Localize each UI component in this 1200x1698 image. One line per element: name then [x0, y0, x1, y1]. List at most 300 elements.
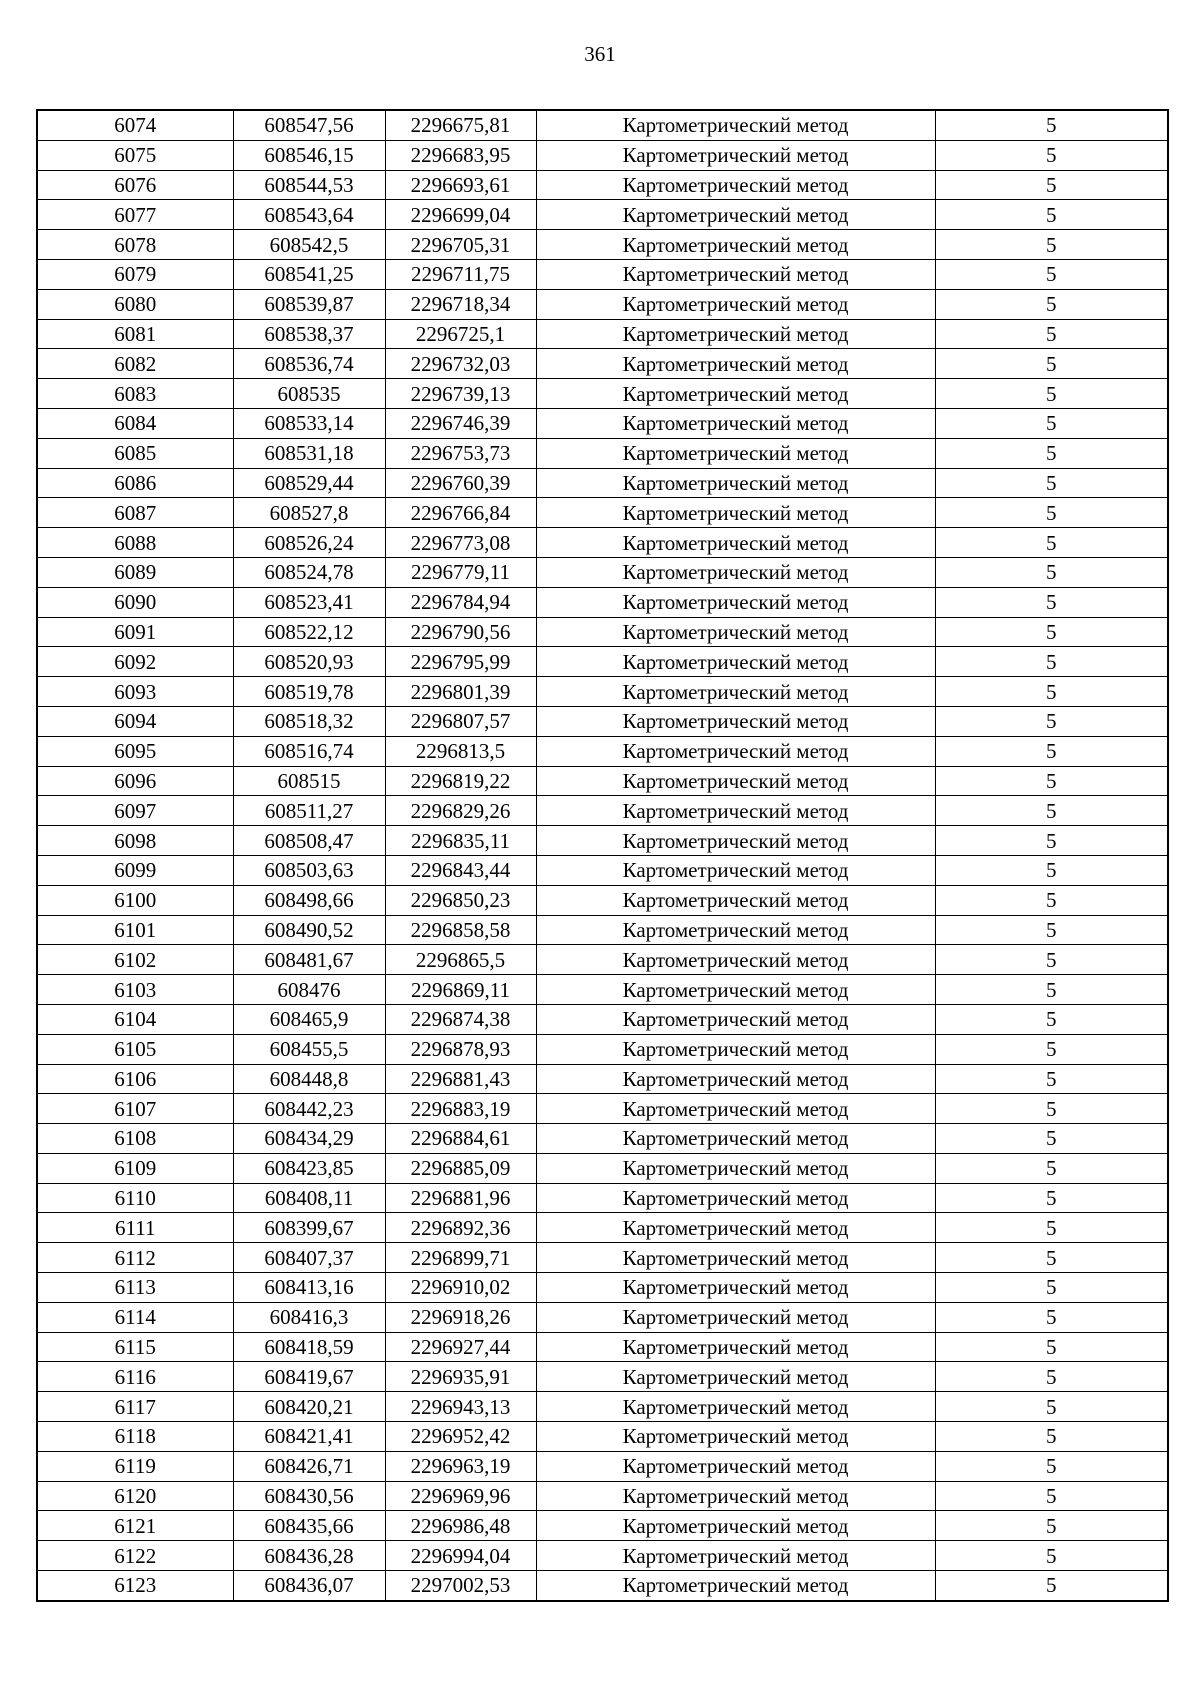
x-coordinate-cell: 608423,85 [233, 1153, 385, 1183]
y-coordinate-cell: 2296732,03 [385, 349, 536, 379]
accuracy-cell: 5 [935, 349, 1168, 379]
point-number-cell: 6123 [37, 1571, 233, 1601]
x-coordinate-cell: 608544,53 [233, 170, 385, 200]
accuracy-cell: 5 [935, 1481, 1168, 1511]
method-cell: Картометрический метод [536, 706, 935, 736]
method-cell: Картометрический метод [536, 677, 935, 707]
page-number: 361 [584, 42, 616, 66]
method-cell: Картометрический метод [536, 1273, 935, 1303]
point-number-cell: 6104 [37, 1004, 233, 1034]
table-row [37, 557, 1168, 587]
point-number-cell: 6083 [37, 379, 233, 409]
method-cell: Картометрический метод [536, 319, 935, 349]
x-coordinate-cell: 608524,78 [233, 557, 385, 587]
method-cell: Картометрический метод [536, 1362, 935, 1392]
point-number-cell: 6074 [37, 110, 233, 140]
point-number-cell: 6122 [37, 1541, 233, 1571]
point-number-cell: 6099 [37, 855, 233, 885]
accuracy-cell: 5 [935, 617, 1168, 647]
point-number-cell: 6120 [37, 1481, 233, 1511]
y-coordinate-cell: 2296918,26 [385, 1302, 536, 1332]
table-row [37, 736, 1168, 766]
table-row [37, 587, 1168, 617]
y-coordinate-cell: 2296790,56 [385, 617, 536, 647]
table-row [37, 1302, 1168, 1332]
y-coordinate-cell: 2296819,22 [385, 766, 536, 796]
table-row [37, 1422, 1168, 1452]
y-coordinate-cell: 2296773,08 [385, 528, 536, 558]
y-coordinate-cell: 2296994,04 [385, 1541, 536, 1571]
point-number-cell: 6086 [37, 468, 233, 498]
method-cell: Картометрический метод [536, 110, 935, 140]
point-number-cell: 6117 [37, 1392, 233, 1422]
y-coordinate-cell: 2296843,44 [385, 855, 536, 885]
x-coordinate-cell: 608419,67 [233, 1362, 385, 1392]
table-row [37, 826, 1168, 856]
y-coordinate-cell: 2297002,53 [385, 1571, 536, 1601]
method-cell: Картометрический метод [536, 1034, 935, 1064]
method-cell: Картометрический метод [536, 1302, 935, 1332]
y-coordinate-cell: 2296829,26 [385, 796, 536, 826]
point-number-cell: 6106 [37, 1064, 233, 1094]
table-row [37, 677, 1168, 707]
y-coordinate-cell: 2296892,36 [385, 1213, 536, 1243]
x-coordinate-cell: 608435,66 [233, 1511, 385, 1541]
x-coordinate-cell: 608418,59 [233, 1332, 385, 1362]
accuracy-cell: 5 [935, 1332, 1168, 1362]
method-cell: Картометрический метод [536, 1243, 935, 1273]
accuracy-cell: 5 [935, 796, 1168, 826]
accuracy-cell: 5 [935, 408, 1168, 438]
method-cell: Картометрический метод [536, 796, 935, 826]
y-coordinate-cell: 2296943,13 [385, 1392, 536, 1422]
table-row [37, 1034, 1168, 1064]
x-coordinate-cell: 608503,63 [233, 855, 385, 885]
y-coordinate-cell: 2296881,43 [385, 1064, 536, 1094]
y-coordinate-cell: 2296725,1 [385, 319, 536, 349]
x-coordinate-cell: 608408,11 [233, 1183, 385, 1213]
table-row [37, 855, 1168, 885]
method-cell: Картометрический метод [536, 766, 935, 796]
accuracy-cell: 5 [935, 1451, 1168, 1481]
x-coordinate-cell: 608481,67 [233, 945, 385, 975]
accuracy-cell: 5 [935, 736, 1168, 766]
point-number-cell: 6103 [37, 975, 233, 1005]
point-number-cell: 6096 [37, 766, 233, 796]
point-number-cell: 6101 [37, 915, 233, 945]
table-row [37, 349, 1168, 379]
x-coordinate-cell: 608516,74 [233, 736, 385, 766]
accuracy-cell: 5 [935, 1511, 1168, 1541]
method-cell: Картометрический метод [536, 289, 935, 319]
table-row [37, 1571, 1168, 1601]
point-number-cell: 6084 [37, 408, 233, 438]
x-coordinate-cell: 608538,37 [233, 319, 385, 349]
method-cell: Картометрический метод [536, 1004, 935, 1034]
table-row [37, 1243, 1168, 1273]
x-coordinate-cell: 608498,66 [233, 885, 385, 915]
x-coordinate-cell: 608546,15 [233, 140, 385, 170]
accuracy-cell: 5 [935, 1362, 1168, 1392]
accuracy-cell: 5 [935, 110, 1168, 140]
accuracy-cell: 5 [935, 289, 1168, 319]
accuracy-cell: 5 [935, 528, 1168, 558]
y-coordinate-cell: 2296935,91 [385, 1362, 536, 1392]
y-coordinate-cell: 2296784,94 [385, 587, 536, 617]
point-number-cell: 6080 [37, 289, 233, 319]
point-number-cell: 6089 [37, 557, 233, 587]
y-coordinate-cell: 2296753,73 [385, 438, 536, 468]
method-cell: Картометрический метод [536, 1064, 935, 1094]
method-cell: Картометрический метод [536, 945, 935, 975]
y-coordinate-cell: 2296813,5 [385, 736, 536, 766]
x-coordinate-cell: 608515 [233, 766, 385, 796]
point-number-cell: 6085 [37, 438, 233, 468]
table-row [37, 110, 1168, 140]
point-number-cell: 6087 [37, 498, 233, 528]
x-coordinate-cell: 608543,64 [233, 200, 385, 230]
x-coordinate-cell: 608399,67 [233, 1213, 385, 1243]
method-cell: Картометрический метод [536, 349, 935, 379]
y-coordinate-cell: 2296801,39 [385, 677, 536, 707]
accuracy-cell: 5 [935, 855, 1168, 885]
point-number-cell: 6095 [37, 736, 233, 766]
method-cell: Картометрический метод [536, 200, 935, 230]
x-coordinate-cell: 608421,41 [233, 1422, 385, 1452]
method-cell: Картометрический метод [536, 975, 935, 1005]
x-coordinate-cell: 608511,27 [233, 796, 385, 826]
y-coordinate-cell: 2296739,13 [385, 379, 536, 409]
point-number-cell: 6078 [37, 230, 233, 260]
point-number-cell: 6102 [37, 945, 233, 975]
x-coordinate-cell: 608526,24 [233, 528, 385, 558]
accuracy-cell: 5 [935, 1004, 1168, 1034]
method-cell: Картометрический метод [536, 259, 935, 289]
point-number-cell: 6079 [37, 259, 233, 289]
table-row [37, 140, 1168, 170]
x-coordinate-cell: 608531,18 [233, 438, 385, 468]
table-row [37, 1064, 1168, 1094]
x-coordinate-cell: 608490,52 [233, 915, 385, 945]
point-number-cell: 6077 [37, 200, 233, 230]
y-coordinate-cell: 2296952,42 [385, 1422, 536, 1452]
accuracy-cell: 5 [935, 1571, 1168, 1601]
table-row [37, 200, 1168, 230]
table-row [37, 1153, 1168, 1183]
table-row [37, 379, 1168, 409]
method-cell: Картометрический метод [536, 885, 935, 915]
method-cell: Картометрический метод [536, 498, 935, 528]
table-row [37, 319, 1168, 349]
method-cell: Картометрический метод [536, 438, 935, 468]
accuracy-cell: 5 [935, 1422, 1168, 1452]
method-cell: Картометрический метод [536, 915, 935, 945]
method-cell: Картометрический метод [536, 557, 935, 587]
y-coordinate-cell: 2296766,84 [385, 498, 536, 528]
table-row [37, 408, 1168, 438]
point-number-cell: 6105 [37, 1034, 233, 1064]
point-number-cell: 6113 [37, 1273, 233, 1303]
table-row [37, 1451, 1168, 1481]
accuracy-cell: 5 [935, 885, 1168, 915]
accuracy-cell: 5 [935, 945, 1168, 975]
point-number-cell: 6100 [37, 885, 233, 915]
accuracy-cell: 5 [935, 319, 1168, 349]
table-row [37, 766, 1168, 796]
accuracy-cell: 5 [935, 557, 1168, 587]
table-row [37, 230, 1168, 260]
coordinates-table-body [37, 110, 1168, 1601]
point-number-cell: 6119 [37, 1451, 233, 1481]
y-coordinate-cell: 2296878,93 [385, 1034, 536, 1064]
method-cell: Картометрический метод [536, 617, 935, 647]
point-number-cell: 6093 [37, 677, 233, 707]
table-row [37, 885, 1168, 915]
point-number-cell: 6098 [37, 826, 233, 856]
accuracy-cell: 5 [935, 1243, 1168, 1273]
x-coordinate-cell: 608455,5 [233, 1034, 385, 1064]
x-coordinate-cell: 608436,28 [233, 1541, 385, 1571]
method-cell: Картометрический метод [536, 408, 935, 438]
table-row [37, 915, 1168, 945]
y-coordinate-cell: 2296705,31 [385, 230, 536, 260]
y-coordinate-cell: 2296807,57 [385, 706, 536, 736]
point-number-cell: 6121 [37, 1511, 233, 1541]
y-coordinate-cell: 2296711,75 [385, 259, 536, 289]
point-number-cell: 6111 [37, 1213, 233, 1243]
method-cell: Картометрический метод [536, 826, 935, 856]
accuracy-cell: 5 [935, 1094, 1168, 1124]
x-coordinate-cell: 608413,16 [233, 1273, 385, 1303]
method-cell: Картометрический метод [536, 170, 935, 200]
y-coordinate-cell: 2296795,99 [385, 647, 536, 677]
point-number-cell: 6112 [37, 1243, 233, 1273]
point-number-cell: 6110 [37, 1183, 233, 1213]
table-row [37, 1392, 1168, 1422]
x-coordinate-cell: 608547,56 [233, 110, 385, 140]
y-coordinate-cell: 2296910,02 [385, 1273, 536, 1303]
accuracy-cell: 5 [935, 975, 1168, 1005]
x-coordinate-cell: 608426,71 [233, 1451, 385, 1481]
accuracy-cell: 5 [935, 1183, 1168, 1213]
point-number-cell: 6118 [37, 1422, 233, 1452]
y-coordinate-cell: 2296969,96 [385, 1481, 536, 1511]
x-coordinate-cell: 608529,44 [233, 468, 385, 498]
point-number-cell: 6075 [37, 140, 233, 170]
point-number-cell: 6097 [37, 796, 233, 826]
y-coordinate-cell: 2296779,11 [385, 557, 536, 587]
method-cell: Картометрический метод [536, 1332, 935, 1362]
x-coordinate-cell: 608416,3 [233, 1302, 385, 1332]
x-coordinate-cell: 608539,87 [233, 289, 385, 319]
x-coordinate-cell: 608430,56 [233, 1481, 385, 1511]
accuracy-cell: 5 [935, 706, 1168, 736]
x-coordinate-cell: 608442,23 [233, 1094, 385, 1124]
y-coordinate-cell: 2296699,04 [385, 200, 536, 230]
x-coordinate-cell: 608436,07 [233, 1571, 385, 1601]
accuracy-cell: 5 [935, 915, 1168, 945]
accuracy-cell: 5 [935, 587, 1168, 617]
method-cell: Картометрический метод [536, 1571, 935, 1601]
method-cell: Картометрический метод [536, 1422, 935, 1452]
method-cell: Картометрический метод [536, 140, 935, 170]
x-coordinate-cell: 608520,93 [233, 647, 385, 677]
x-coordinate-cell: 608535 [233, 379, 385, 409]
accuracy-cell: 5 [935, 647, 1168, 677]
table-row [37, 647, 1168, 677]
table-row [37, 1332, 1168, 1362]
table-row [37, 259, 1168, 289]
y-coordinate-cell: 2296899,71 [385, 1243, 536, 1273]
y-coordinate-cell: 2296885,09 [385, 1153, 536, 1183]
y-coordinate-cell: 2296858,58 [385, 915, 536, 945]
method-cell: Картометрический метод [536, 468, 935, 498]
accuracy-cell: 5 [935, 230, 1168, 260]
table-row [37, 528, 1168, 558]
table-row [37, 1124, 1168, 1154]
method-cell: Картометрический метод [536, 1213, 935, 1243]
table-row [37, 796, 1168, 826]
x-coordinate-cell: 608407,37 [233, 1243, 385, 1273]
table-row [37, 170, 1168, 200]
point-number-cell: 6076 [37, 170, 233, 200]
accuracy-cell: 5 [935, 1124, 1168, 1154]
x-coordinate-cell: 608508,47 [233, 826, 385, 856]
accuracy-cell: 5 [935, 1213, 1168, 1243]
table-row [37, 468, 1168, 498]
accuracy-cell: 5 [935, 1064, 1168, 1094]
y-coordinate-cell: 2296874,38 [385, 1004, 536, 1034]
method-cell: Картометрический метод [536, 647, 935, 677]
accuracy-cell: 5 [935, 1273, 1168, 1303]
accuracy-cell: 5 [935, 438, 1168, 468]
accuracy-cell: 5 [935, 1034, 1168, 1064]
y-coordinate-cell: 2296884,61 [385, 1124, 536, 1154]
table-row [37, 1481, 1168, 1511]
accuracy-cell: 5 [935, 498, 1168, 528]
point-number-cell: 6114 [37, 1302, 233, 1332]
y-coordinate-cell: 2296683,95 [385, 140, 536, 170]
y-coordinate-cell: 2296760,39 [385, 468, 536, 498]
table-row [37, 498, 1168, 528]
point-number-cell: 6108 [37, 1124, 233, 1154]
method-cell: Картометрический метод [536, 587, 935, 617]
point-number-cell: 6092 [37, 647, 233, 677]
point-number-cell: 6091 [37, 617, 233, 647]
x-coordinate-cell: 608476 [233, 975, 385, 1005]
y-coordinate-cell: 2296927,44 [385, 1332, 536, 1362]
method-cell: Картометрический метод [536, 528, 935, 558]
x-coordinate-cell: 608448,8 [233, 1064, 385, 1094]
table-row [37, 975, 1168, 1005]
table-row [37, 945, 1168, 975]
method-cell: Картометрический метод [536, 1481, 935, 1511]
accuracy-cell: 5 [935, 677, 1168, 707]
table-row [37, 706, 1168, 736]
method-cell: Картометрический метод [536, 230, 935, 260]
x-coordinate-cell: 608420,21 [233, 1392, 385, 1422]
x-coordinate-cell: 608533,14 [233, 408, 385, 438]
x-coordinate-cell: 608518,32 [233, 706, 385, 736]
y-coordinate-cell: 2296986,48 [385, 1511, 536, 1541]
table-row [37, 1362, 1168, 1392]
accuracy-cell: 5 [935, 826, 1168, 856]
point-number-cell: 6094 [37, 706, 233, 736]
accuracy-cell: 5 [935, 140, 1168, 170]
method-cell: Картометрический метод [536, 1451, 935, 1481]
point-number-cell: 6090 [37, 587, 233, 617]
method-cell: Картометрический метод [536, 1511, 935, 1541]
accuracy-cell: 5 [935, 766, 1168, 796]
accuracy-cell: 5 [935, 1541, 1168, 1571]
point-number-cell: 6107 [37, 1094, 233, 1124]
table-row [37, 1213, 1168, 1243]
y-coordinate-cell: 2296963,19 [385, 1451, 536, 1481]
table-row [37, 1004, 1168, 1034]
accuracy-cell: 5 [935, 1153, 1168, 1183]
y-coordinate-cell: 2296675,81 [385, 110, 536, 140]
y-coordinate-cell: 2296746,39 [385, 408, 536, 438]
y-coordinate-cell: 2296835,11 [385, 826, 536, 856]
x-coordinate-cell: 608542,5 [233, 230, 385, 260]
table-row [37, 289, 1168, 319]
y-coordinate-cell: 2296883,19 [385, 1094, 536, 1124]
method-cell: Картометрический метод [536, 1183, 935, 1213]
y-coordinate-cell: 2296718,34 [385, 289, 536, 319]
accuracy-cell: 5 [935, 1302, 1168, 1332]
method-cell: Картометрический метод [536, 1094, 935, 1124]
method-cell: Картометрический метод [536, 1541, 935, 1571]
x-coordinate-cell: 608519,78 [233, 677, 385, 707]
point-number-cell: 6115 [37, 1332, 233, 1362]
table-row [37, 1094, 1168, 1124]
x-coordinate-cell: 608541,25 [233, 259, 385, 289]
table-row [37, 617, 1168, 647]
point-number-cell: 6082 [37, 349, 233, 379]
accuracy-cell: 5 [935, 379, 1168, 409]
method-cell: Картометрический метод [536, 1392, 935, 1422]
table-row [37, 1273, 1168, 1303]
method-cell: Картометрический метод [536, 379, 935, 409]
accuracy-cell: 5 [935, 1392, 1168, 1422]
table-row [37, 1541, 1168, 1571]
method-cell: Картометрический метод [536, 1153, 935, 1183]
accuracy-cell: 5 [935, 468, 1168, 498]
y-coordinate-cell: 2296693,61 [385, 170, 536, 200]
x-coordinate-cell: 608536,74 [233, 349, 385, 379]
y-coordinate-cell: 2296865,5 [385, 945, 536, 975]
x-coordinate-cell: 608523,41 [233, 587, 385, 617]
x-coordinate-cell: 608527,8 [233, 498, 385, 528]
accuracy-cell: 5 [935, 170, 1168, 200]
y-coordinate-cell: 2296869,11 [385, 975, 536, 1005]
table-row [37, 438, 1168, 468]
point-number-cell: 6109 [37, 1153, 233, 1183]
method-cell: Картометрический метод [536, 1124, 935, 1154]
x-coordinate-cell: 608522,12 [233, 617, 385, 647]
method-cell: Картометрический метод [536, 855, 935, 885]
point-number-cell: 6116 [37, 1362, 233, 1392]
coordinates-table [36, 109, 1169, 1602]
y-coordinate-cell: 2296881,96 [385, 1183, 536, 1213]
point-number-cell: 6081 [37, 319, 233, 349]
method-cell: Картометрический метод [536, 736, 935, 766]
table-row [37, 1511, 1168, 1541]
table-row [37, 1183, 1168, 1213]
x-coordinate-cell: 608434,29 [233, 1124, 385, 1154]
accuracy-cell: 5 [935, 200, 1168, 230]
y-coordinate-cell: 2296850,23 [385, 885, 536, 915]
